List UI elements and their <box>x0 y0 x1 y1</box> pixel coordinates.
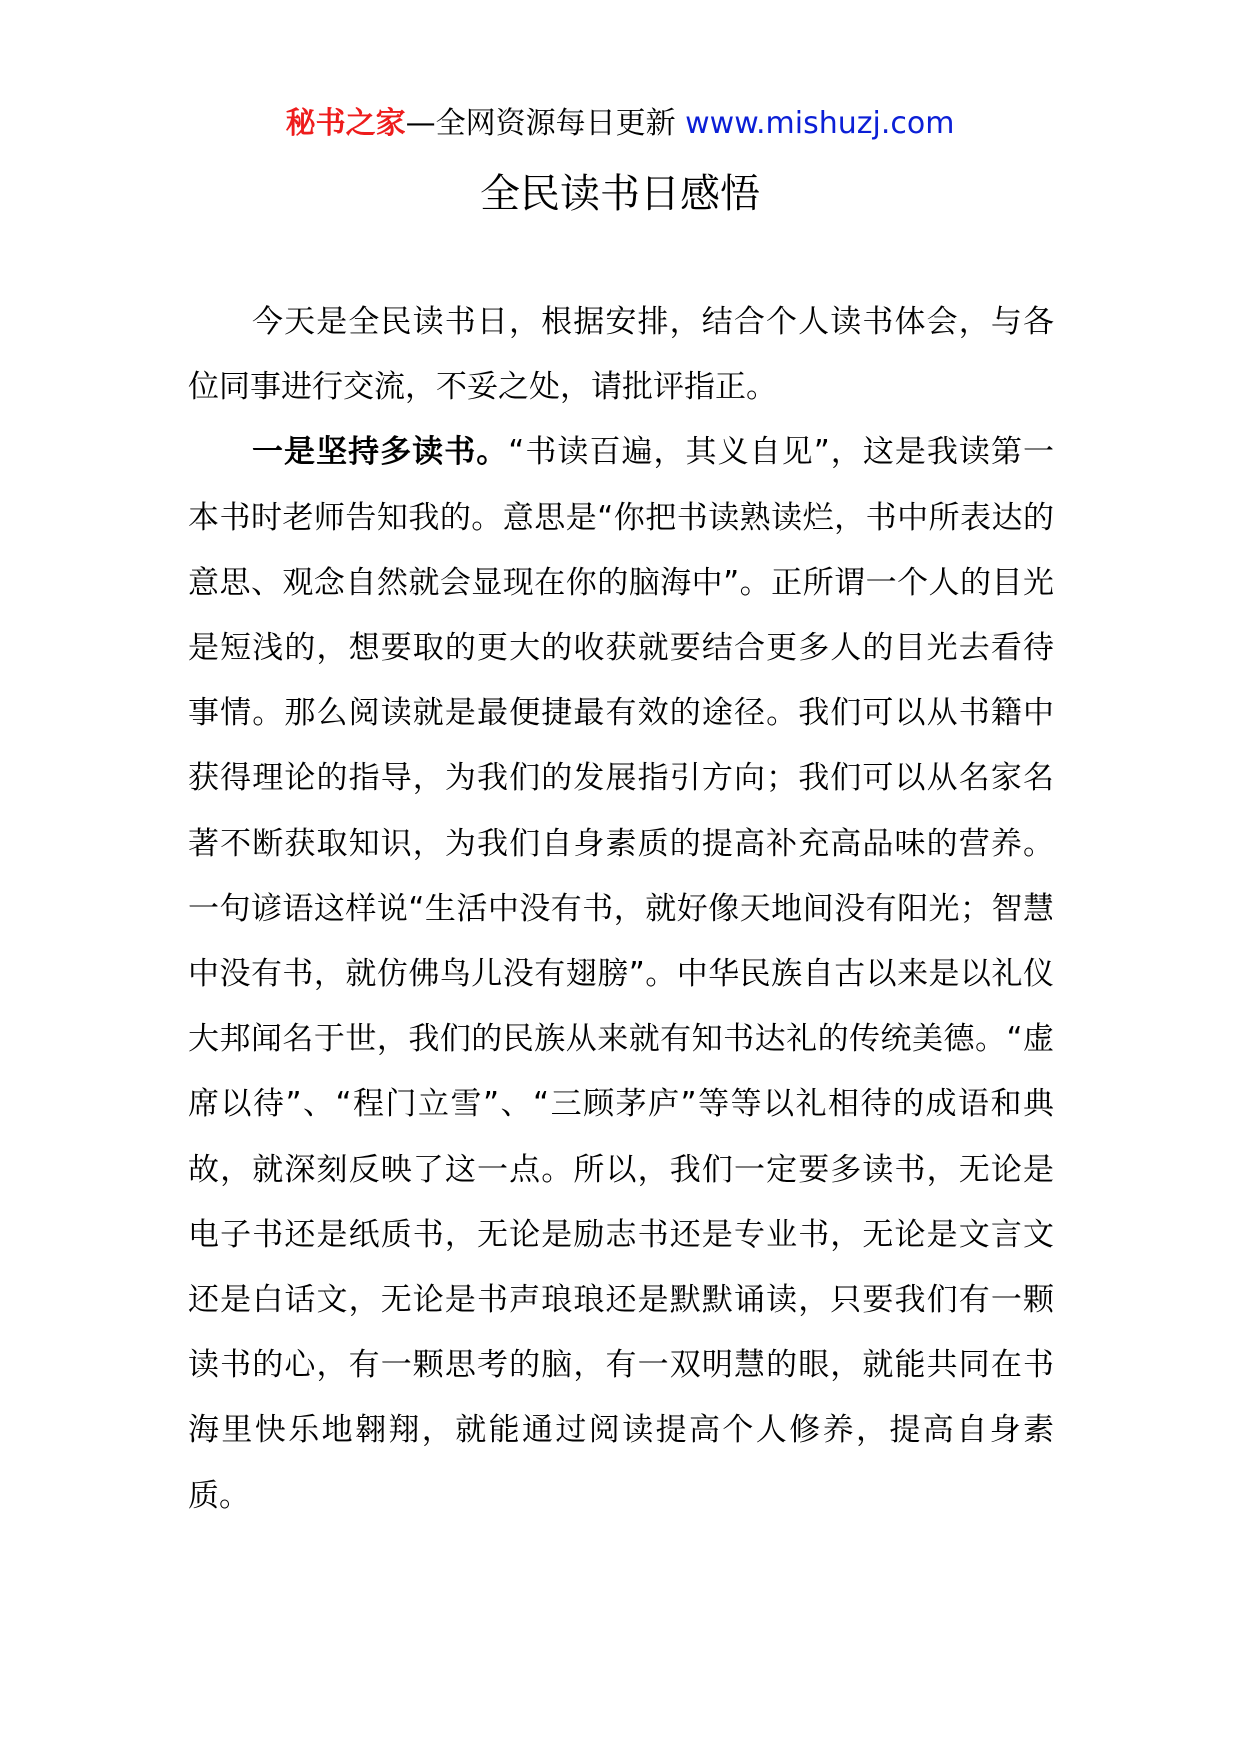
document-title: 全民读书日感悟 <box>480 171 760 217</box>
paragraph-intro <box>188 290 1054 420</box>
paragraph-point-one <box>188 420 1054 1528</box>
site-url-link[interactable]: www.mishuzj.com <box>685 106 955 141</box>
header-slogan: —全网资源每日更新 <box>405 106 686 141</box>
brand-name: 秘书之家 <box>285 106 406 141</box>
site-header <box>0 104 1240 144</box>
document-body <box>188 290 1054 1529</box>
paragraph-lead: 一是坚持多读书。 <box>252 434 509 471</box>
paragraph-text: 今天是全民读书日，根据安排，结合个人读书体会，与各位同事进行交流，不妥之处，请批评指正。 <box>188 304 1054 406</box>
paragraph-text: “书读百遍，其义自见”，这是我读第一本书时老师告知我的。意思是“你把书读熟读烂，书中所表达的意思、观念自然就会显现在你的脑海中”。正所谓一个人的目光是短浅的，想要取的更大的收获就要结合更多人的目光去看待事情。那么阅读就是最便捷最有效的途径。我们可以从书籍中获得理论的指导，为我们的发展指引方向；我们可以从名家名著不断获取知识，为我们自身素质的提高补充高品味的营养。一句谚语这样说“生活中没有书，就好像天地间没有阳光；智慧中没有书，就仿佛鸟儿没有翅膀”。中华民族自古以来是以礼仪大邦闻名于世，我们的民族从来就有知书达礼的传统美德。“虚席以待”、“程门立雪”、“三顾茅庐”等等以礼相待的成语和典故，就深刻反映了这一点。所以，我们一定要多读书，无论是电子书还是纸质书，无论是励志书还是专业书，无论是文言文还是白话文，无论是书声琅琅还是默默诵读，只要我们有一颗读书的心，有一颗思考的脑，有一双明慧的眼，就能共同在书海里快乐地翱翔，就能通过阅读提高个人修养，提高自身素质。 <box>188 434 1054 1514</box>
